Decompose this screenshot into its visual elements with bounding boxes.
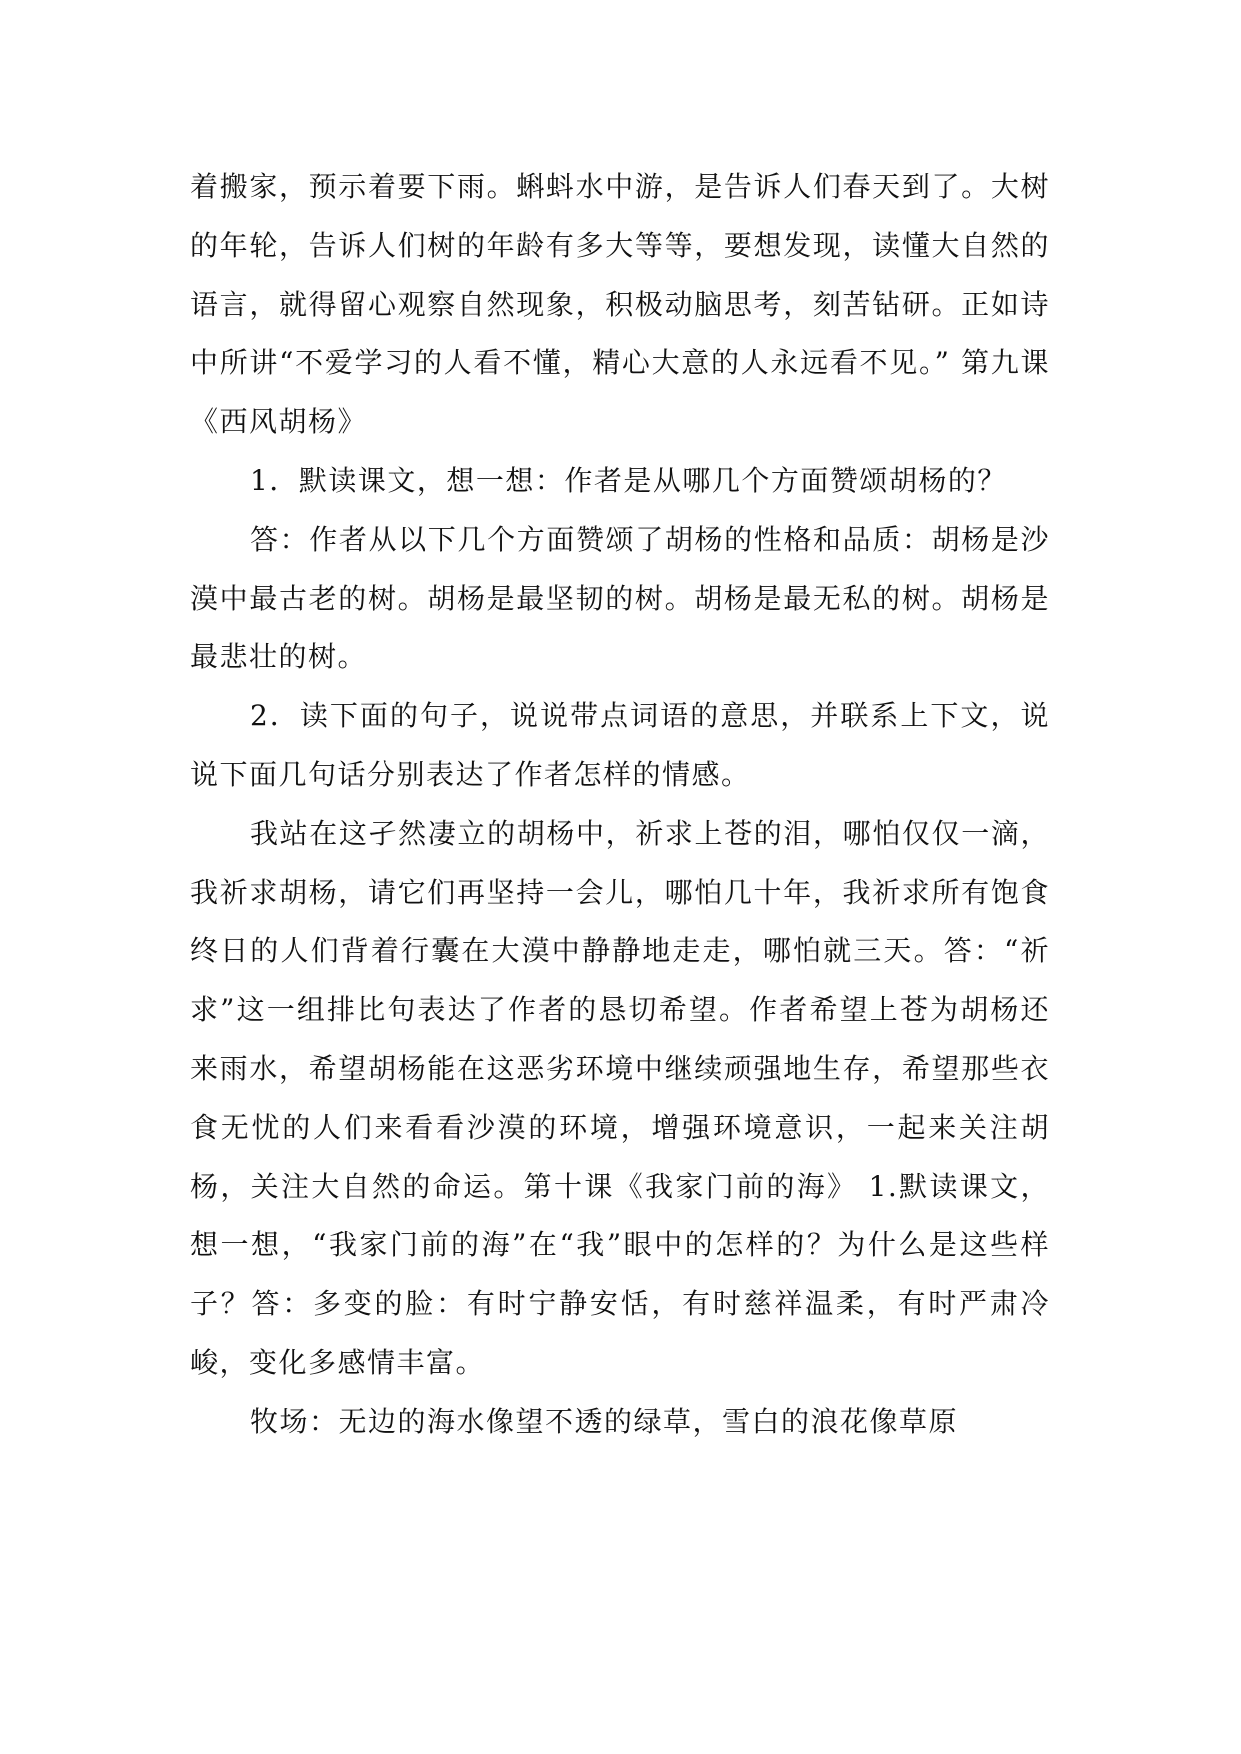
paragraph-question-2: 2．读下面的句子，说说带点词语的意思，并联系上下文，说说下面几句话分别表达了作者怎样的情感。 bbox=[190, 699, 1050, 791]
paragraph-pasture: 牧场：无边的海水像望不透的绿草，雪白的浪花像草原 bbox=[250, 1404, 959, 1438]
paragraph-answer-1: 答：作者从以下几个方面赞颂了胡杨的性格和品质：胡杨是沙漠中最古老的树。胡杨是最坚韧的树。胡杨是最无私的树。胡杨是最悲壮的树。 bbox=[190, 522, 1050, 674]
paragraph-quote-and-answer: 我站在这孑然凄立的胡杨中，祈求上苍的泪，哪怕仅仅一滴，我祈求胡杨，请它们再坚持一会儿，哪怕几十年，我祈求所有饱食终日的人们背着行囊在大漠中静静地走走，哪怕就三天。答：“祈求”这一组排比句表达了作者的恳切希望。作者希望上苍为胡杨还来雨水，希望胡杨能在这恶劣环境中继续顽强地生存，希望那些衣食无忧的人们来看看沙漠的环境，增强环境意识，一起来关注胡杨，关注大自然的命运。第十课《我家门前的海》 1.默读课文，想一想，“我家门前的海”在“我”眼中的怎样的？为什么是这些样子？答：多变的脸：有时宁静安恬，有时慈祥温柔，有时严肃冷峻，变化多感情丰富。 bbox=[190, 816, 1050, 1379]
paragraph-question-1: 1．默读课文，想一想：作者是从哪几个方面赞颂胡杨的？ bbox=[250, 463, 1007, 497]
document-body bbox=[190, 158, 1050, 1452]
paragraph-continuation: 着搬家，预示着要下雨。蝌蚪水中游，是告诉人们春天到了。大树的年轮，告诉人们树的年龄有多大等等，要想发现，读懂大自然的语言，就得留心观察自然现象，积极动脑思考，刻苦钻研。正如诗中所讲“不爱学习的人看不懂，精心大意的人永远看不见。” 第九课《西风胡杨》 bbox=[190, 170, 1050, 439]
